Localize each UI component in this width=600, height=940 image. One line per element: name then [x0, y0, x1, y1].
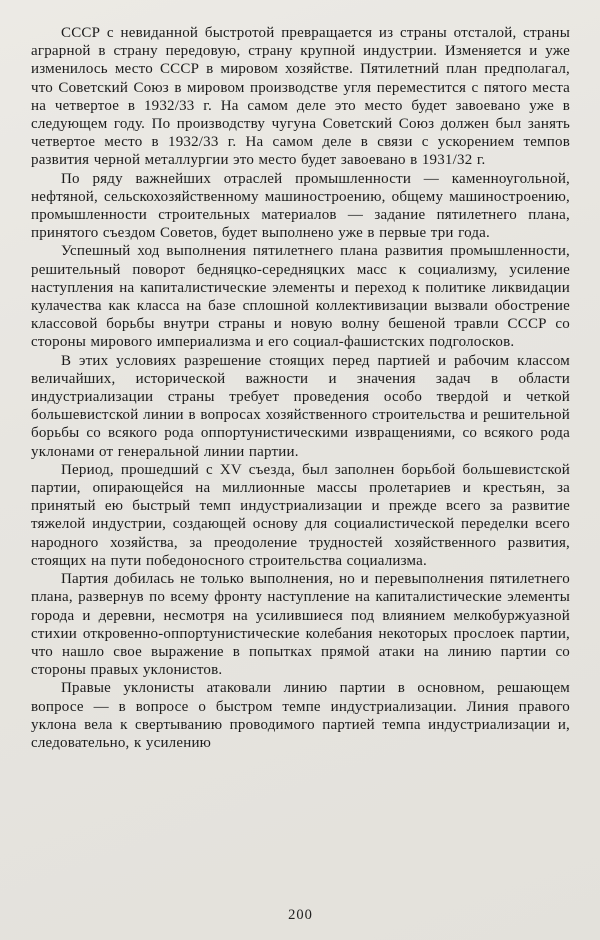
paragraph: Партия добилась не только выполнения, но и перевыполнения пятилетнего плана, развернув по всему фронту наступление на капиталистические элементы города и деревни, несмотря на усилившиеся под влиянием мелкобуржуазной стихии откровенно-оппортунистические колебания некоторых прослоек партии, что нашло свое выражение в попытках прямой атаки на линию партии со стороны правых уклонистов. — [31, 571, 570, 679]
paragraph: По ряду важнейших отраслей промышленности — каменноугольной, нефтяной, сельскохозяйственному машиностроению, общему машиностроению, промышленности строительных материалов — задание пятилетнего плана, принятого съездом Советов, будет выполнено уже в первые три года. — [31, 170, 570, 242]
paragraph: Успешный ход выполнения пятилетнего плана развития промышленности, решительный поворот бедняцко-середняцких масс к социализму, усиление наступления на капиталистические элементы и переход к политике ликвидации кулачества как класса на базе сплошной коллективизации вызвали обострение классовой борьбы внутри страны и новую волну бешеной травли СССР со стороны мирового империализма и его социал-фашистских подголосков. — [31, 243, 570, 351]
paragraph: Правые уклонисты атаковали линию партии в основном, решающем вопросе — в вопросе о быстром темпе индустриализации. Линия правого уклона вела к свертыванию проводимого партией темпа индустриализации и, следовательно, к усилению — [31, 680, 570, 751]
paragraph: В этих условиях разрешение стоящих перед партией и рабочим классом величайших, исторической важности и значения задач в области индустриализации страны требует проведения особо твердой и четкой большевистской линии в вопросах хозяйственного строительства и решительной борьбы со всякого рода оппортунистическими извращениями, со всякого рода уклонами от генеральной линии партии. — [31, 352, 570, 460]
page-text — [31, 24, 570, 899]
paragraph: СССР с невиданной быстротой превращается из страны отсталой, страны аграрной в страну передовую, страну крупной индустрии. Изменяется и уже изменилось место СССР в мировом хозяйстве. Пятилетний план предполагал, что Советский Союз в мировом производстве угля переместится с пятого места на четвертое в 1932/33 г. На самом деле это место будет завоевано уже в следующем году. По производству чугуна Советский Союз должен был занять четвертое место в 1932/33 г. На самом деле в связи с ускорением темпов развития черной металлургии это место будет завоевано в 1931/32 г. — [31, 25, 570, 169]
paragraph: Период, прошедший с XV съезда, был заполнен борьбой большевистской партии, опирающейся на миллионные массы пролетариев и крестьян, за принятый ею быстрый темп индустриализации и прежде всего за развитие тяжелой индустрии, создающей основу для социалистической переделки всего народного хозяйства, за преодоление трудностей хозяйственного развития, стоящих на пути победоносного строительства социализма. — [31, 461, 570, 569]
page-number: 200 — [288, 907, 313, 923]
